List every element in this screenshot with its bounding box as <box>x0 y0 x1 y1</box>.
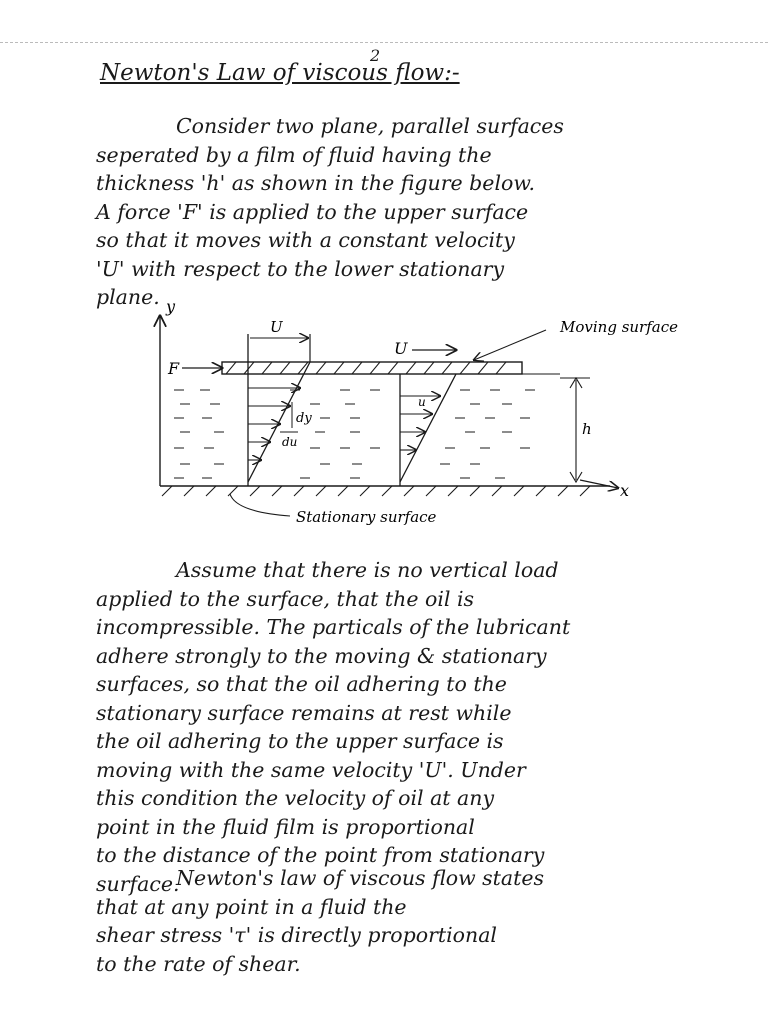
moving-surface-label: Moving surface <box>560 318 678 336</box>
stationary-surface-pointer <box>230 494 290 516</box>
stationary-surface-label: Stationary surface <box>296 508 437 526</box>
force-label: F <box>168 359 180 378</box>
moving-surface-pointer <box>474 330 546 360</box>
du-label: du <box>282 435 298 449</box>
paragraph-newtons-law: Newton's law of viscous flow states that at any point in a fluid the shear stress 'τ' is directly proportional to the rate of shear. <box>96 866 545 976</box>
dy-label: dy <box>296 411 312 426</box>
plate-hatching <box>226 362 506 374</box>
x-axis-label: x <box>620 481 630 500</box>
inner-u-label: u <box>418 395 426 409</box>
scan-edge-line <box>0 42 768 43</box>
ground-hatching <box>162 486 590 496</box>
top-u-label: U <box>270 318 283 336</box>
thickness-label: h <box>582 420 592 438</box>
right-velocity-profile <box>400 374 456 482</box>
y-axis-label: y <box>166 298 176 316</box>
section-title: Newton's Law of viscous flow:- <box>100 60 460 86</box>
plate-velocity-label: U <box>394 339 408 358</box>
fluid-film-dashes <box>174 390 535 478</box>
paragraph-intro: Consider two plane, parallel surfaces seperated by a film of fluid having the thickness 'h' as shown in the figure below. A force 'F' is applied to the upper surface so that it moves with a constant velocity 'U' with respect to the lower stationary plane. <box>96 114 564 309</box>
paragraph-assumptions: Assume that there is no vertical load applied to the surface, that the oil is incompressible. The particals of the lubricant adhere strongly to the moving & stationary surfaces, so that the oil adhering to the stationary surface remains at rest while the oil adhering to the upper surface is moving with the same velocity 'U'. Under this condition the velocity of oil at any point in the fluid film is proportional to the distance of the point from stationary surface. <box>96 558 571 896</box>
page-number: 2 <box>370 46 381 65</box>
viscous-flow-diagram <box>140 298 730 530</box>
